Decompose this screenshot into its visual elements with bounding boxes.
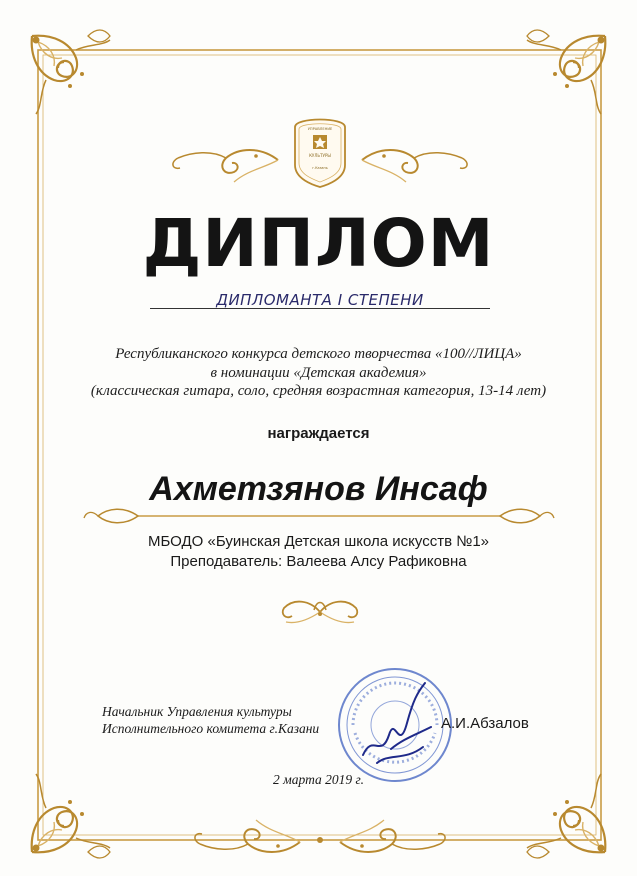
recipient-name: Ахметзянов Инсаф <box>149 470 488 508</box>
diploma-title: ДИПЛОМ <box>142 205 495 282</box>
emblem-text-bottom: г.Казань <box>312 166 328 170</box>
contest-line: (классическая гитара, соло, средняя возрастная категория, 13-14 лет) <box>90 383 547 399</box>
emblem-text-mid: КУЛЬТУРЫ <box>309 153 331 158</box>
diploma-degree: ДИПЛОМАНТА I СТЕПЕНИ <box>216 291 424 309</box>
school-name: МБОДО «Буинская Детская школа искусств №1» <box>147 533 490 550</box>
culture-department-emblem <box>289 113 351 189</box>
contest-line: в номинации «Детская академия» <box>210 364 427 381</box>
official-position-line: Начальник Управления культуры <box>102 704 292 719</box>
contest-description <box>0 345 637 401</box>
emblem-text-top: УПРАВЛЕНИЕ <box>307 127 333 131</box>
school-info <box>0 532 637 572</box>
signer-name: А.И.Абзалов <box>441 715 529 732</box>
teacher-name: Преподаватель: Валеева Алсу Рафиковна <box>170 553 467 570</box>
contest-line: Республиканского конкурса детского творчества «100//ЛИЦА» <box>115 346 522 362</box>
official-position-line: Исполнительного комитета г.Казани <box>102 721 320 736</box>
issue-date: 2 марта 2019 г. <box>273 772 364 787</box>
official-position <box>102 703 319 737</box>
awarded-label: награждается <box>267 425 370 442</box>
